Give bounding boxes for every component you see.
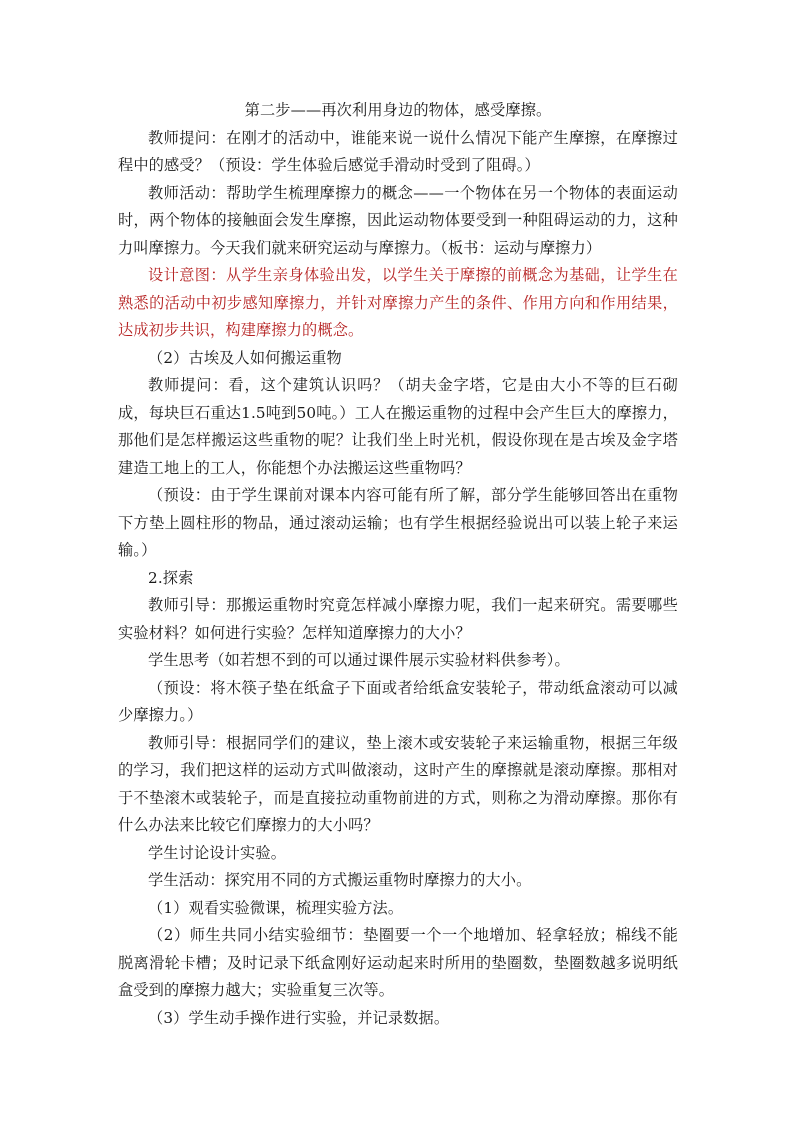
document-body	[118, 97, 678, 1032]
step-2-paragraph: （2）师生共同小结实验细节：垫圈要一个一个地增加、轻拿轻放；棉线不能脱离滑轮卡槽；及时记录下纸盒刚好运动起来时所用的垫圈数，垫圈数越多说明纸盒受到的摩擦力越大；实验重复三次等。	[118, 926, 678, 999]
student-discussion-paragraph: 学生讨论设计实验。	[148, 843, 287, 862]
prediction-paragraph: （预设：由于学生课前对课本内容可能有所了解，部分学生能够回答出在重物下方垫上圆柱形的物品，通过滚动运输；也有学生根据经验说出可以装上轮子来运输。）	[118, 486, 678, 559]
teacher-guide-rolling-paragraph: 教师引导：根据同学们的建议，垫上滚木或安装轮子来运输重物，根据三年级的学习，我们把这样的运动方式叫做滚动，这时产生的摩擦就是滚动摩擦。那相对于不垫滚木或装轮子，而是直接拉动重物前进的方式，则称之为滑动摩擦。那你有什么办法来比较它们摩擦力的大小吗？	[118, 733, 678, 834]
section-heading-egypt: （2）古埃及人如何搬运重物	[148, 348, 342, 367]
design-intent-paragraph: 设计意图：从学生亲身体验出发，以学生关于摩擦的前概念为基础，让学生在熟悉的活动中初步感知摩擦力，并针对摩擦力产生的条件、作用方向和作用结果，达成初步共识，构建摩擦力的概念。	[118, 266, 678, 339]
step-title: 第二步——再次利用身边的物体，感受摩擦。	[244, 101, 552, 119]
student-activity-paragraph: 学生活动：探究用不同的方式搬运重物时摩擦力的大小。	[148, 871, 532, 889]
section-heading-explore: 2.探索	[148, 568, 194, 587]
prediction-rolling-paragraph: （预设：将木筷子垫在纸盒子下面或者给纸盒安装轮子，带动纸盒滚动可以减少摩擦力。）	[118, 678, 678, 724]
step-1-paragraph: （1）观看实验微课，梳理实验方法。	[148, 898, 404, 917]
step-3-paragraph: （3）学生动手操作进行实验，并记录数据。	[148, 1008, 450, 1027]
student-thinking-paragraph: 学生思考（如若想不到的可以通过课件展示实验材料供参考）。	[148, 651, 570, 669]
pyramid-question-paragraph: 教师提问：看，这个建筑认识吗？（胡夫金字塔，它是由大小不等的巨石砌成，每块巨石重达1.5吨到50吨。）工人在搬运重物的过程中会产生巨大的摩擦力，那他们是怎样搬运这些重物的呢？让我们坐上时光机，假设你现在是古埃及金字塔建造工地上的工人，你能想个办法搬运这些重物吗？	[118, 376, 678, 477]
teacher-guide-paragraph: 教师引导：那搬运重物时究竟怎样减小摩擦力呢，我们一起来研究。需要哪些实验材料？如何进行实验？怎样知道摩擦力的大小？	[118, 596, 678, 642]
teacher-question-paragraph: 教师提问：在刚才的活动中，谁能来说一说什么情况下能产生摩擦，在摩擦过程中的感受？（预设：学生体验后感觉手滑动时受到了阻碍。）	[118, 128, 678, 174]
teacher-activity-paragraph: 教师活动：帮助学生梳理摩擦力的概念——一个物体在另一个物体的表面运动时，两个物体的接触面会发生摩擦，因此运动物体要受到一种阻碍运动的力，这种力叫摩擦力。今天我们就来研究运动与摩擦力。（板书：运动与摩擦力）	[118, 183, 678, 257]
